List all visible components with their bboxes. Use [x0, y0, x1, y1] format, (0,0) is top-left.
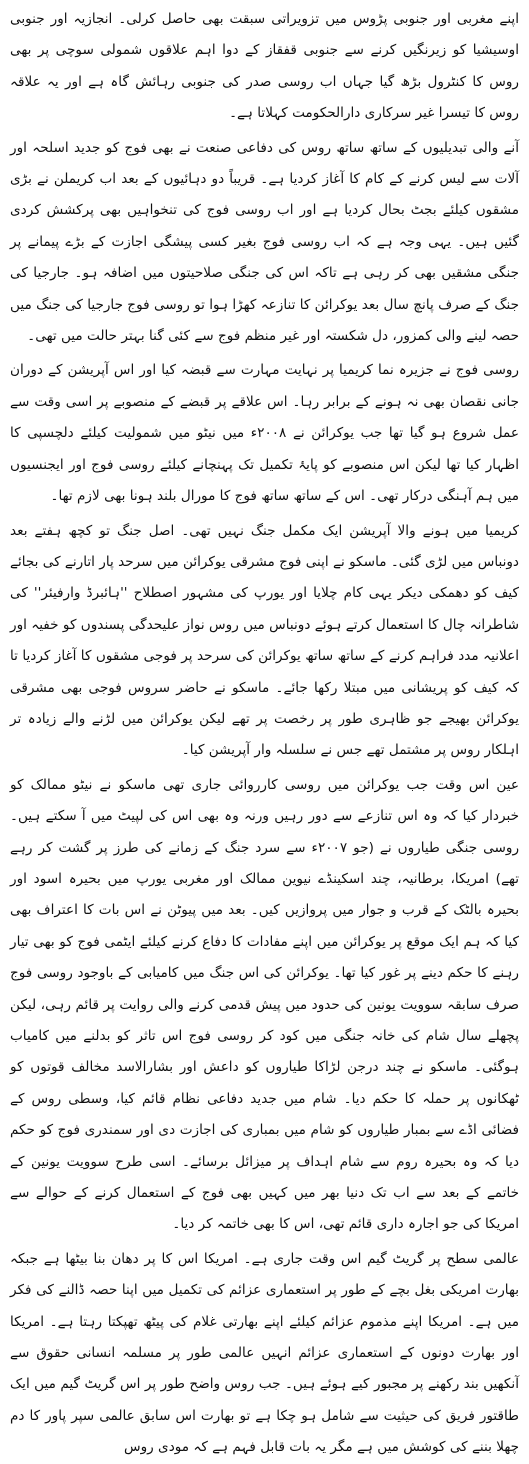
article-paragraph: کریمیا میں ہونے والا آپریشن ایک مکمل جنگ نہیں تھی۔ اصل جنگ تو کچھ ہفتے بعد دونباس میں لڑی گئی۔ ماسکو نے اپنی فوج مشرقی یوکرائن میں سرحد پار اتارنے کی بجائے کیف کو دھمکی دیکر یہی کام چلایا اور یورپ کی مشہور اصطلاح ''ہائبرڈ وارفیئر'' کی شاطرانہ چال کا استعمال کرتے ہوئے دونباس میں روس نواز علیحدگی پسندوں کو خفیہ اور اعلانیہ مدد فراہم کرنے کے ساتھ ساتھ یوکرائن کی سرحد پر فوجی مشقوں کا آغاز کردیا تا کہ کیف کو پریشانی میں مبتلا رکھا جائے۔ ماسکو نے حاضر سروس فوجی بھی مشرقی یوکرائن بھیجے جو ظاہری طور پر رخصت پر تھے لیکن یوکرائن میں لڑنے والے زیادہ تر اہلکار روس پر مشتمل تھے جس نے سلسلہ وار آپریشن کیا۔: [10, 522, 519, 759]
article-paragraph: روسی فوج نے جزیرہ نما کریمیا پر نہایت مہارت سے قبضہ کیا اور اس آپریشن کے دوران جانی نقصان بھی نہ ہونے کے برابر رہا۔ اس علاقے پر قبضے کے منصوبے پر اسی وقت سے عمل شروع ہو گیا تھا جب یوکرائن نے ۲۰۰۸ء میں نیٹو میں شمولیت کیلئے دلچسپی کا اظہار کیا تھا لیکن اس منصوبے کو پایۂ تکمیل تک پہنچانے کیلئے روسی فوج اور ایجنسیوں میں ہم آہنگی درکار تھی۔ اس کے ساتھ ساتھ فوج کا مورال بلند ہونا بھی لازم تھا۔: [10, 362, 520, 505]
article-paragraph: عالمی سطح پر گریٹ گیم اس وقت جاری ہے۔ امریکا اس کا پر دھان بنا بیٹھا ہے جبکہ بھارت امریکی بغل بچے کے طور پر استعماری عزائم کی تکمیل میں اپنا حصہ ڈالنے کی فکر میں ہے۔ امریکا اپنے مذموم عزائم کیلئے اپنے بھارتی غلام کی پیٹھ تھپکتا رہتا ہے۔ امریکا اور بھارت دونوں کے استعماری عزائم انہیں عالمی طور پر مسلمہ انسانی حقوق سے آنکھیں بند رکھنے پر مجبور کیے ہوئے ہیں۔ جب روس واضح طور پر اس گریٹ گیم میں ایک طاقتور فریق کی حیثیت سے شامل ہو چکا ہے تو بھارت اس سابق عالمی سپر پاور کا دم چھلا بننے کی کوشش میں ہے مگر یہ بات قابل فہم ہے کہ مودی روس: [10, 1250, 519, 1456]
article-paragraph: عین اس وقت جب یوکرائن میں روسی کارروائی جاری تھی ماسکو نے نیٹو ممالک کو خبردار کیا کہ وہ اس تنازعے سے دور رہیں ورنہ وہ بھی اس کی لپیٹ میں آ سکتے ہیں۔ روسی جنگی طیاروں نے (جو ۲۰۰۷ء سے سرد جنگ کے زمانے کی طرز پر گشت کر رہے تھے) امریکا، برطانیہ، چند اسکینڈے نیوین ممالک اور مغربی یورپ میں بحیرہ اسود اور بحیرہ بالٹک کے قرب و جوار میں پروازیں کیں۔ بعد میں پیوٹن نے اس بات کا اعتراف بھی کیا کہ ہم ایک موقع پر یوکرائن میں اپنے مفادات کا دفاع کرنے کیلئے ایٹمی فوج کو بھی تیار رہنے کا حکم دینے پر غور کیا تھا۔ یوکرائن کی اس جنگ میں کامیابی کے باوجود روسی فوج صرف سابقہ سوویت یونین کی حدود میں پیش قدمی کرنے والی روایت پر قائم رہی، لیکن پچھلے سال شام کی خانہ جنگی میں کود کر روسی فوج اس تاثر کو بدلنے میں کامیاب ہوگئی۔ ماسکو نے چند درجن لڑاکا طیاروں کو داعش اور بشارالاسد مخالف قوتوں کو ٹھکانوں پر حملہ کا حکم دیا۔ شام میں جدید دفاعی نظام قائم کیا، وسطی روس کے فضائی اڈے سے بمبار طیاروں کو شام میں بمباری کی اجازت دی اور سمندری فوج کو حکم دیا کہ وہ بحیرہ روم سے شام اہداف پر میزائل برسائے۔ اسی طرح سوویت یونین کے خاتمے کے بعد سے اب تک دنیا بھر میں کہیں بھی فوج کے استعمال کرنے کے حوالے سے امریکا کی جو اجارہ داری قائم تھی، اس کا بھی خاتمہ کر دیا۔: [10, 776, 520, 1233]
article-paragraph: آنے والی تبدیلیوں کے ساتھ ساتھ روس کی دفاعی صنعت نے بھی فوج کو جدید اسلحہ اور آلات سے لیس کرنے کے کام کا آغاز کردیا ہے۔ قریباً دو دہائیوں کے بعد اب کریملن نے بڑی مشقوں کیلئے بجٹ بحال کردیا ہے اور اب روسی فوج کی تنخواہیں بھی پرکشش کردی گئیں ہیں۔ یہی وجہ ہے کہ اب روسی فوج بغیر کسی پیشگی اجازت کے بڑے پیمانے پر جنگی مشقیں بھی کر رہی ہے تاکہ اس کی جنگی صلاحیتوں میں اضافہ ہو۔ جارجیا کی جنگ کے صرف پانچ سال بعد یوکرائن کا تنازعہ کھڑا ہوا تو روسی فوج جارجیا کی جنگ میں حصہ لینے والی کمزور، دل شکستہ اور غیر منظم فوج سے کئی گنا بہتر حالت میں تھی۔: [10, 139, 519, 345]
article-paragraph: اپنے مغربی اور جنوبی پڑوس میں تزویراتی سبقت بھی حاصل کرلی۔ انجازیہ اور جنوبی اوسیشیا کو زیرنگیں کرنے سے جنوبی قفقاز کے دوا اہم علاقوں شمولی سوچی پر بھی روس کا کنٹرول بڑھ گیا جہاں اب روسی صدر کی جنوبی رہائش گاہ ہے اور یہ علاقہ روس کا تیسرا غیر سرکاری دارالحکومت کہلاتا ہے۔: [10, 11, 519, 122]
